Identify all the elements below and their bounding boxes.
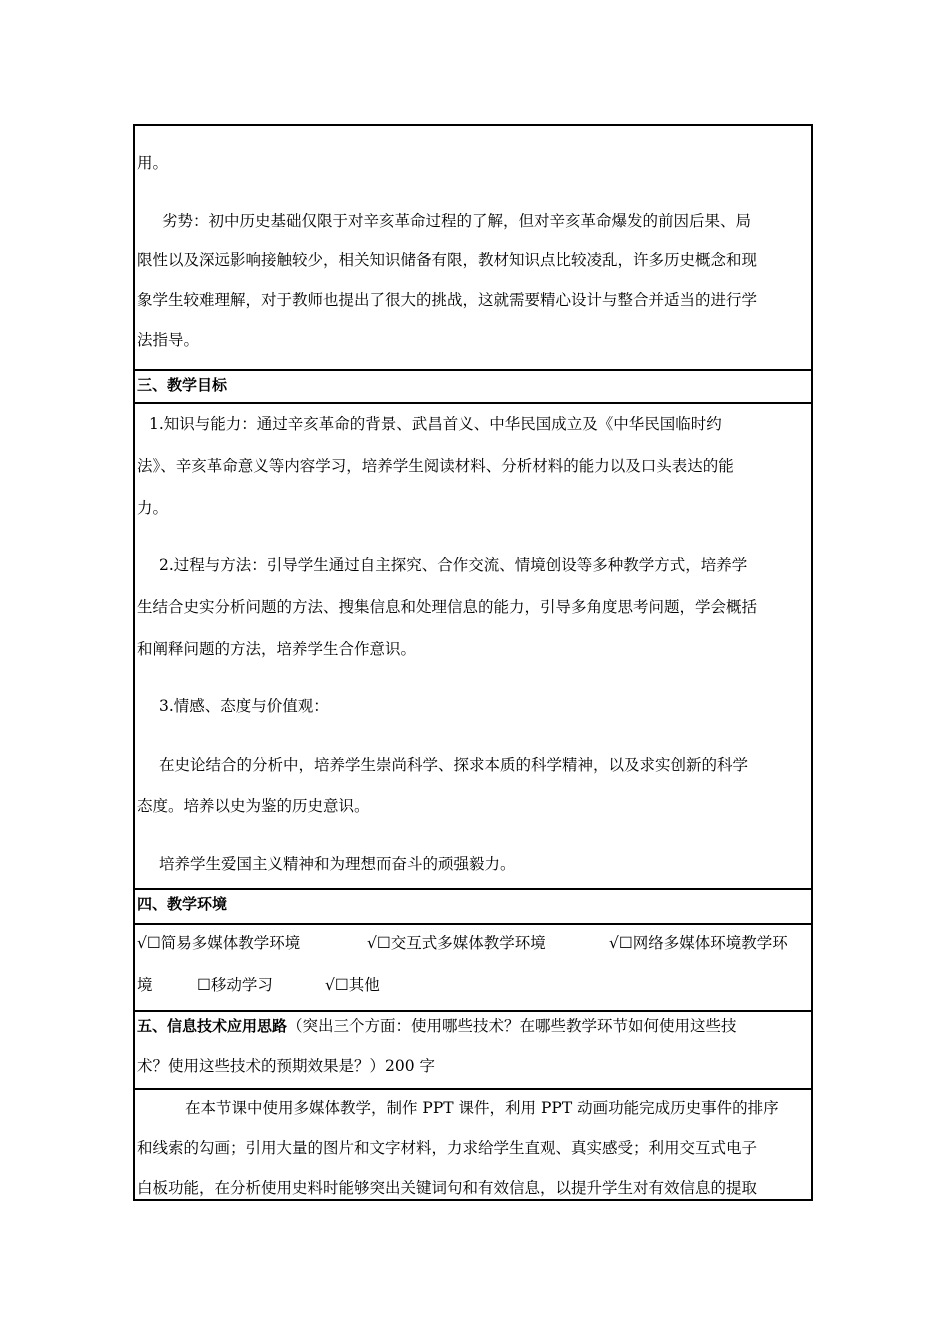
weakness-line-4: 法指导。 <box>137 331 200 349</box>
weakness-line-2: 限性以及深远影响接触较少，相关知识储备有限，教材知识点比较凌乱，许多历史概念和现 <box>137 251 758 269</box>
objective-3-title: 3.情感、态度与价值观： <box>159 697 329 715</box>
env-option-simple-multimedia[interactable]: √☐简易多媒体教学环境 <box>137 934 301 952</box>
objective-1-line-2: 法》、辛亥革命意义等内容学习，培养学生阅读材料、分析材料的能力以及口头表达的能 <box>137 457 734 475</box>
objective-2-line-3: 和阐释问题的方法，培养学生合作意识。 <box>137 640 417 658</box>
row-divider <box>135 1088 811 1090</box>
row-divider <box>135 888 811 890</box>
objective-1-line-1: 1.知识与能力：通过辛亥革命的背景、武昌首义、中华民国成立及《中华民国临时约 <box>149 415 722 433</box>
env-option-other[interactable]: √☐其他 <box>325 976 380 994</box>
it-application-note-line-2: 术？使用这些技术的预期效果是？）200 字 <box>137 1057 436 1075</box>
intro-line: 用。 <box>137 154 169 172</box>
env-option-network-multimedia[interactable]: √☐网络多媒体环境教学环 <box>609 934 788 952</box>
objective-3-line-1: 在史论结合的分析中，培养学生崇尚科学、探求本质的科学精神，以及求实创新的科学 <box>159 756 749 774</box>
environment-heading: 四、教学环境 <box>137 895 228 913</box>
objective-3-last: 培养学生爱国主义精神和为理想而奋斗的顽强毅力。 <box>159 855 516 873</box>
weakness-line-3: 象学生较难理解，对于教师也提出了很大的挑战，这就需要精心设计与整合并适当的进行学 <box>137 291 758 309</box>
row-divider <box>135 369 811 371</box>
it-application-heading-line-1 <box>137 1016 737 1036</box>
row-divider <box>135 1010 811 1012</box>
it-body-line-2: 和线索的勾画；引用大量的图片和文字材料，力求给学生直观、真实感受；利用交互式电子 <box>137 1139 758 1157</box>
objectives-heading: 三、教学目标 <box>137 376 228 394</box>
objective-3-line-2: 态度。培养以史为鉴的历史意识。 <box>137 797 370 815</box>
weakness-line-1: 劣势：初中历史基础仅限于对辛亥革命过程的了解，但对辛亥革命爆发的前因后果、局 <box>162 212 752 230</box>
objective-2-line-2: 生结合史实分析问题的方法、搜集信息和处理信息的能力，引导多角度思考问题，学会概括 <box>137 598 758 616</box>
objective-1-line-3: 力。 <box>137 499 169 517</box>
row-divider <box>135 923 811 925</box>
env-option-network-multimedia-cont: 境 <box>137 976 153 994</box>
env-option-interactive-multimedia[interactable]: √☐交互式多媒体教学环境 <box>367 934 546 952</box>
row-divider <box>135 402 811 404</box>
it-application-note: （突出三个方面：使用哪些技术？在哪些教学环节如何使用这些技 <box>287 1017 737 1035</box>
it-body-line-1: 在本节课中使用多媒体教学，制作 PPT 课件，利用 PPT 动画功能完成历史事件的排序 <box>185 1099 779 1117</box>
objective-2-line-1: 2.过程与方法：引导学生通过自主探究、合作交流、情境创设等多种教学方式，培养学 <box>159 556 748 574</box>
it-application-heading: 五、信息技术应用思路 <box>137 1017 288 1035</box>
lesson-plan-table <box>133 124 813 1201</box>
env-option-mobile-learning[interactable]: ☐移动学习 <box>197 976 273 994</box>
it-body-line-3: 白板功能，在分析使用史料时能够突出关键词句和有效信息，以提升学生对有效信息的提取 <box>137 1179 758 1197</box>
